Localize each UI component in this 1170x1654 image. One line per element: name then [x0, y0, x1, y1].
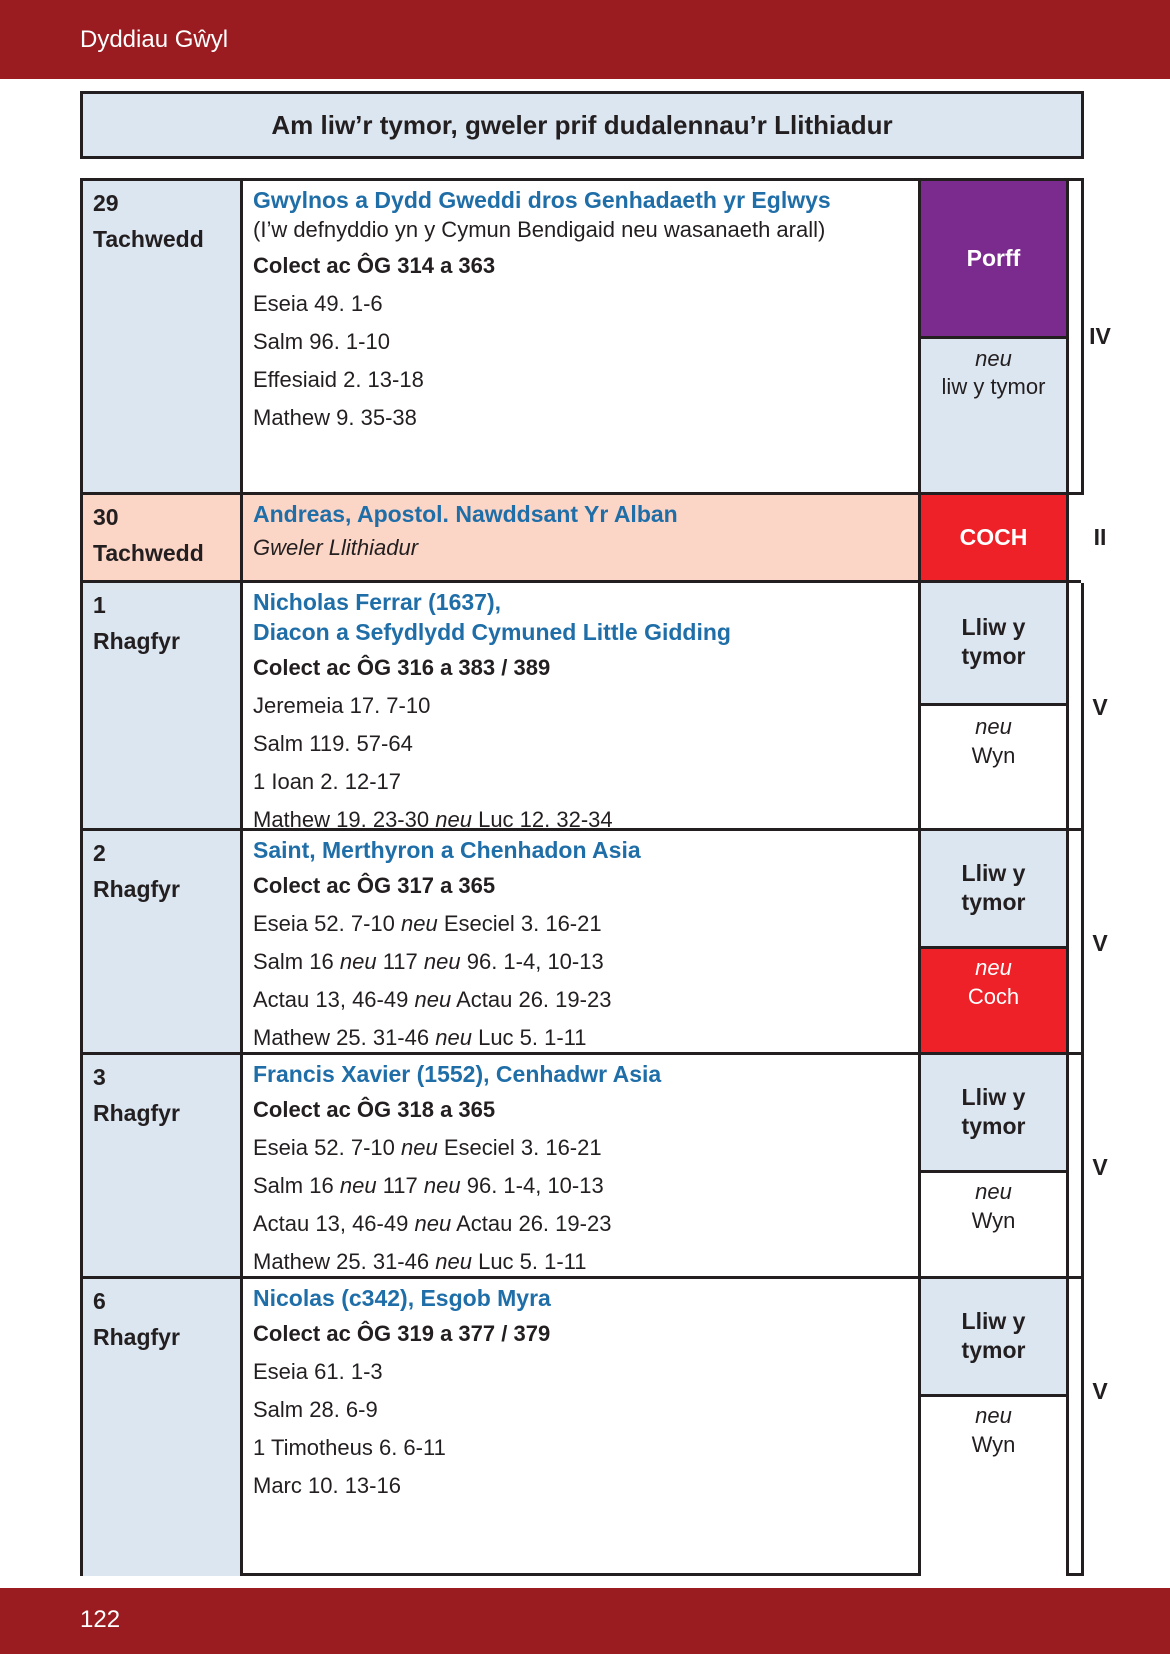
footer-bar: [0, 1588, 1170, 1654]
colour-alt-label: Wyn: [971, 743, 1016, 768]
reading: Salm 16 neu 117 neu 96. 1-4, 10-13: [253, 1173, 604, 1198]
colour-alternative: [921, 1394, 1066, 1576]
feast-note: (I’w defnyddio yn y Cymun Bendigaid neu wasanaeth arall): [253, 217, 826, 242]
neu-label: neu: [975, 714, 1012, 739]
section-title: Dyddiau Gŵyl: [80, 26, 229, 53]
date-day: 6: [93, 1288, 106, 1314]
reading: Mathew 25. 31-46 neu Luc 5. 1-11: [253, 1249, 587, 1274]
reading: Mathew 19. 23-30 neu Luc 12. 32-34: [253, 807, 613, 832]
reading: Effesiaid 2. 13-18: [253, 367, 424, 392]
feast-title: Nicholas Ferrar (1637),: [253, 589, 502, 615]
feast-title: Gwylnos a Dydd Gweddi dros Genhadaeth yr Eglwys: [253, 187, 831, 213]
date-month: Rhagfyr: [93, 876, 180, 902]
date-day: 2: [93, 840, 106, 866]
readings-cell: [243, 583, 921, 831]
date-cell: [83, 181, 243, 492]
reading: Mathew 9. 35-38: [253, 405, 417, 430]
page-number: 122: [80, 1606, 121, 1633]
collect-line: Colect ac ÔG 319 a 377 / 379: [253, 1321, 551, 1346]
season-colour-notice: Am liw’r tymor, gweler prif dudalennau’r Llithiadur: [80, 91, 1084, 159]
feast-title: Andreas, Apostol. Nawddsant Yr Alban: [253, 501, 678, 527]
reading: Mathew 25. 31-46 neu Luc 5. 1-11: [253, 1025, 587, 1050]
collect-line: Colect ac ÔG 316 a 383 / 389: [253, 655, 551, 680]
readings-cell: [243, 495, 921, 583]
reading: Marc 10. 13-16: [253, 1473, 401, 1498]
table-row: [83, 1276, 1108, 1576]
colour-season: Lliw y tymor: [921, 1279, 1066, 1394]
reading: Eseia 52. 7-10 neu Eseciel 3. 16-21: [253, 911, 602, 936]
readings-cell: [243, 1279, 921, 1576]
date-month: Rhagfyr: [93, 1100, 180, 1126]
reading: Salm 28. 6-9: [253, 1397, 378, 1422]
colour-alt-label: Coch: [967, 984, 1020, 1009]
table-row: [83, 492, 1107, 583]
reading: 1 Ioan 2. 12-17: [253, 769, 402, 794]
rank-numeral: II: [1069, 495, 1131, 583]
table-row: [83, 580, 1108, 832]
header-bar: [0, 0, 1170, 79]
readings-cell: [243, 181, 921, 492]
table-row: [83, 1052, 1108, 1279]
colour-swatch-purple: Porff: [921, 181, 1066, 336]
date-month: Tachwedd: [93, 540, 204, 566]
feast-title: Saint, Merthyron a Chenhadon Asia: [253, 837, 641, 863]
collect-line: Colect ac ÔG 318 a 365: [253, 1097, 496, 1122]
reading: 1 Timotheus 6. 6-11: [253, 1435, 446, 1460]
date-day: 1: [93, 592, 106, 618]
colour-alternative-red: [921, 946, 1066, 1055]
rank-numeral: IV: [1089, 323, 1111, 349]
neu-label: neu: [975, 1403, 1012, 1428]
reading: Salm 119. 57-64: [253, 731, 413, 756]
date-month: Rhagfyr: [93, 1324, 180, 1350]
table-row: [83, 181, 1111, 492]
liturgical-colour-cell: [921, 1055, 1069, 1279]
reading: Eseia 49. 1-6: [253, 291, 383, 316]
liturgical-colour-cell: [921, 495, 1069, 583]
liturgical-colour-cell: [921, 831, 1069, 1055]
colour-alternative: [921, 336, 1066, 492]
rank-numeral: V: [1092, 1378, 1108, 1404]
liturgical-colour-cell: [921, 181, 1069, 492]
table-row: [83, 828, 1108, 1055]
rank-numeral: V: [1092, 930, 1108, 956]
colour-alternative: [921, 1170, 1066, 1279]
date-day: 3: [93, 1064, 106, 1090]
neu-label: neu: [975, 1179, 1012, 1204]
date-month: Rhagfyr: [93, 628, 180, 654]
rank-numeral: V: [1092, 694, 1108, 720]
reading: Salm 96. 1-10: [253, 329, 390, 354]
feast-note: Gweler Llithiadur: [253, 535, 419, 560]
reading: Eseia 61. 1-3: [253, 1359, 383, 1384]
date-cell: [83, 1055, 243, 1279]
feast-days-table: [80, 178, 1111, 1576]
date-day: 29: [93, 190, 119, 216]
readings-cell: [243, 1055, 921, 1279]
reading: Actau 13, 46-49 neu Actau 26. 19-23: [253, 987, 612, 1012]
rank-numeral: V: [1092, 1154, 1108, 1180]
neu-label: neu: [975, 955, 1012, 980]
colour-swatch-red: COCH: [921, 495, 1066, 583]
colour-alt-label: Wyn: [971, 1432, 1016, 1457]
colour-season: Lliw y tymor: [921, 1055, 1066, 1170]
reading: Jeremeia 17. 7-10: [253, 693, 431, 718]
colour-alt-label: Wyn: [971, 1208, 1016, 1233]
liturgical-colour-cell: [921, 583, 1069, 831]
date-cell: [83, 1279, 243, 1576]
feast-subtitle: Diacon a Sefydlydd Cymuned Little Gidding: [253, 619, 731, 645]
collect-line: Colect ac ÔG 314 a 363: [253, 253, 496, 278]
colour-alt-label: liw y tymor: [941, 374, 1046, 399]
date-day: 30: [93, 504, 119, 530]
reading: Actau 13, 46-49 neu Actau 26. 19-23: [253, 1211, 612, 1236]
colour-season: Lliw y tymor: [921, 583, 1066, 703]
reading: Salm 16 neu 117 neu 96. 1-4, 10-13: [253, 949, 604, 974]
date-month: Tachwedd: [93, 226, 204, 252]
reading: Eseia 52. 7-10 neu Eseciel 3. 16-21: [253, 1135, 602, 1160]
colour-season: Lliw y tymor: [921, 831, 1066, 946]
colour-alternative: [921, 703, 1066, 831]
date-cell: [83, 583, 243, 831]
readings-cell: [243, 831, 921, 1055]
liturgical-colour-cell: [921, 1279, 1069, 1576]
neu-label: neu: [975, 346, 1012, 371]
date-cell: [83, 495, 243, 583]
date-cell: [83, 831, 243, 1055]
feast-title: Francis Xavier (1552), Cenhadwr Asia: [253, 1061, 662, 1087]
collect-line: Colect ac ÔG 317 a 365: [253, 873, 496, 898]
feast-title: Nicolas (c342), Esgob Myra: [253, 1285, 551, 1311]
